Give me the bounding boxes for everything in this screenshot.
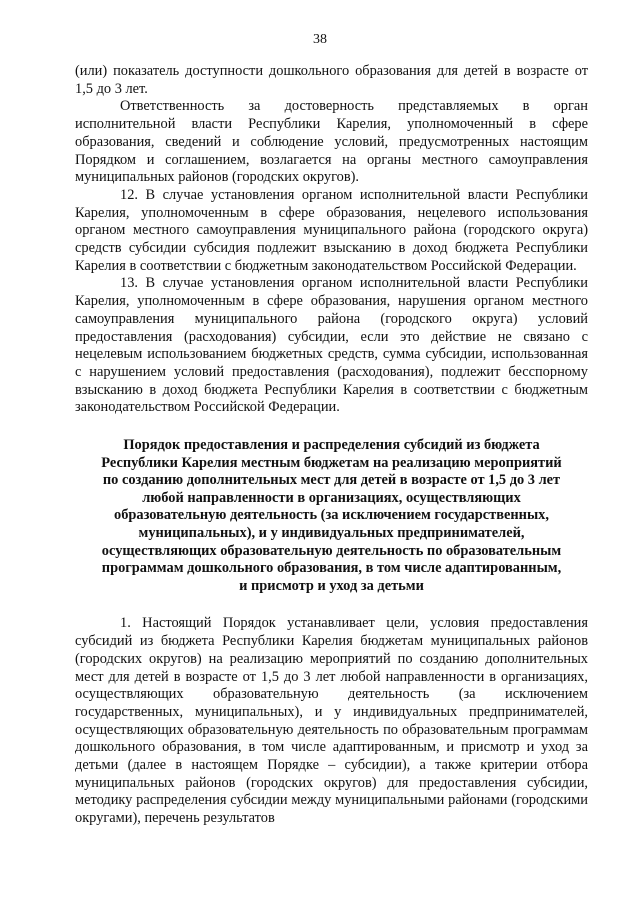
heading-line: по созданию дополнительных мест для детей в возрасте от 1,5 до 3 лет <box>102 472 561 489</box>
paragraph-continuation: (или) показатель доступности дошкольного образования для детей в возрасте от 1,5 до 3 лет. <box>75 63 588 97</box>
heading-line: образовательную деятельность (за исключением государственных, <box>114 507 549 524</box>
paragraph-item-1: 1. Настоящий Порядок устанавливает цели, условия предоставления субсидий из бюджета Республики Карелия бюджетам муниципальных районов (городских округов) на реализацию мероприятий по созданию дополнительных мест для детей в возрасте от 1,5 до 3 лет любой направленности в организациях, осуществляющих образовательную деятельность (за исключением государственных, муниципальных), и у индивидуальных предпринимателей, осуществляющих образовательную деятельность по образовательным программам дошкольного образования, в том числе адаптированным, и присмотр и уход за детьми (далее в настоящем Порядке – субсидии), а также критерии отбора муниципальных районов (городских округов) для предоставления субсидии, методику распределения субсидии между муниципальными районами (городскими округами), перечень результатов <box>75 615 588 827</box>
section-heading <box>75 437 588 595</box>
heading-line: муниципальных), и у индивидуальных предпринимателей, <box>138 525 525 542</box>
heading-line: осуществляющих образовательную деятельность по образовательным <box>101 542 562 559</box>
paragraph-responsibility: Ответственность за достоверность представляемых в орган исполнительной власти Республики Карелия, уполномоченный в сфере образования, сведений и соблюдение условий, предусмотренных настоящим Порядком и соглашением, возлагается на органы местного самоуправления муниципальных районов (городских округов). <box>75 98 588 186</box>
document-body <box>75 63 588 828</box>
heading-line: Республики Карелия местным бюджетам на реализацию мероприятий <box>101 454 562 471</box>
paragraph-item-12: 12. В случае установления органом исполнительной власти Республики Карелия, уполномоченным в сфере образования, нецелевого использования органом местного самоуправления муниципального района (городского округа) средств субсидии субсидия подлежит взысканию в доход бюджета Республики Карелия в соответствии с бюджетным законодательством Российской Федерации. <box>75 186 588 274</box>
heading-line: Порядок предоставления и распределения субсидий из бюджета <box>123 437 540 454</box>
heading-line: программам дошкольного образования, в том числе адаптированным, <box>101 560 562 577</box>
heading-line: любой направленности в организациях, осуществляющих <box>142 489 521 506</box>
page-number: 38 <box>313 32 327 47</box>
paragraph-item-13: 13. В случае установления органом исполнительной власти Республики Карелия, уполномоченным в сфере образования, нарушения органом местного самоуправления муниципального района (городского округа) условий предоставления (расходования) субсидии, если это действие не связано с нецелевым использованием бюджетных средств, сумма субсидии, использованная с нарушением условий предоставления (расходования), подлежит бесспорному взысканию в доход бюджета Республики Карелия в соответствии с бюджетным законодательством Российской Федерации. <box>75 275 588 416</box>
heading-line: и присмотр и уход за детьми <box>239 577 424 594</box>
